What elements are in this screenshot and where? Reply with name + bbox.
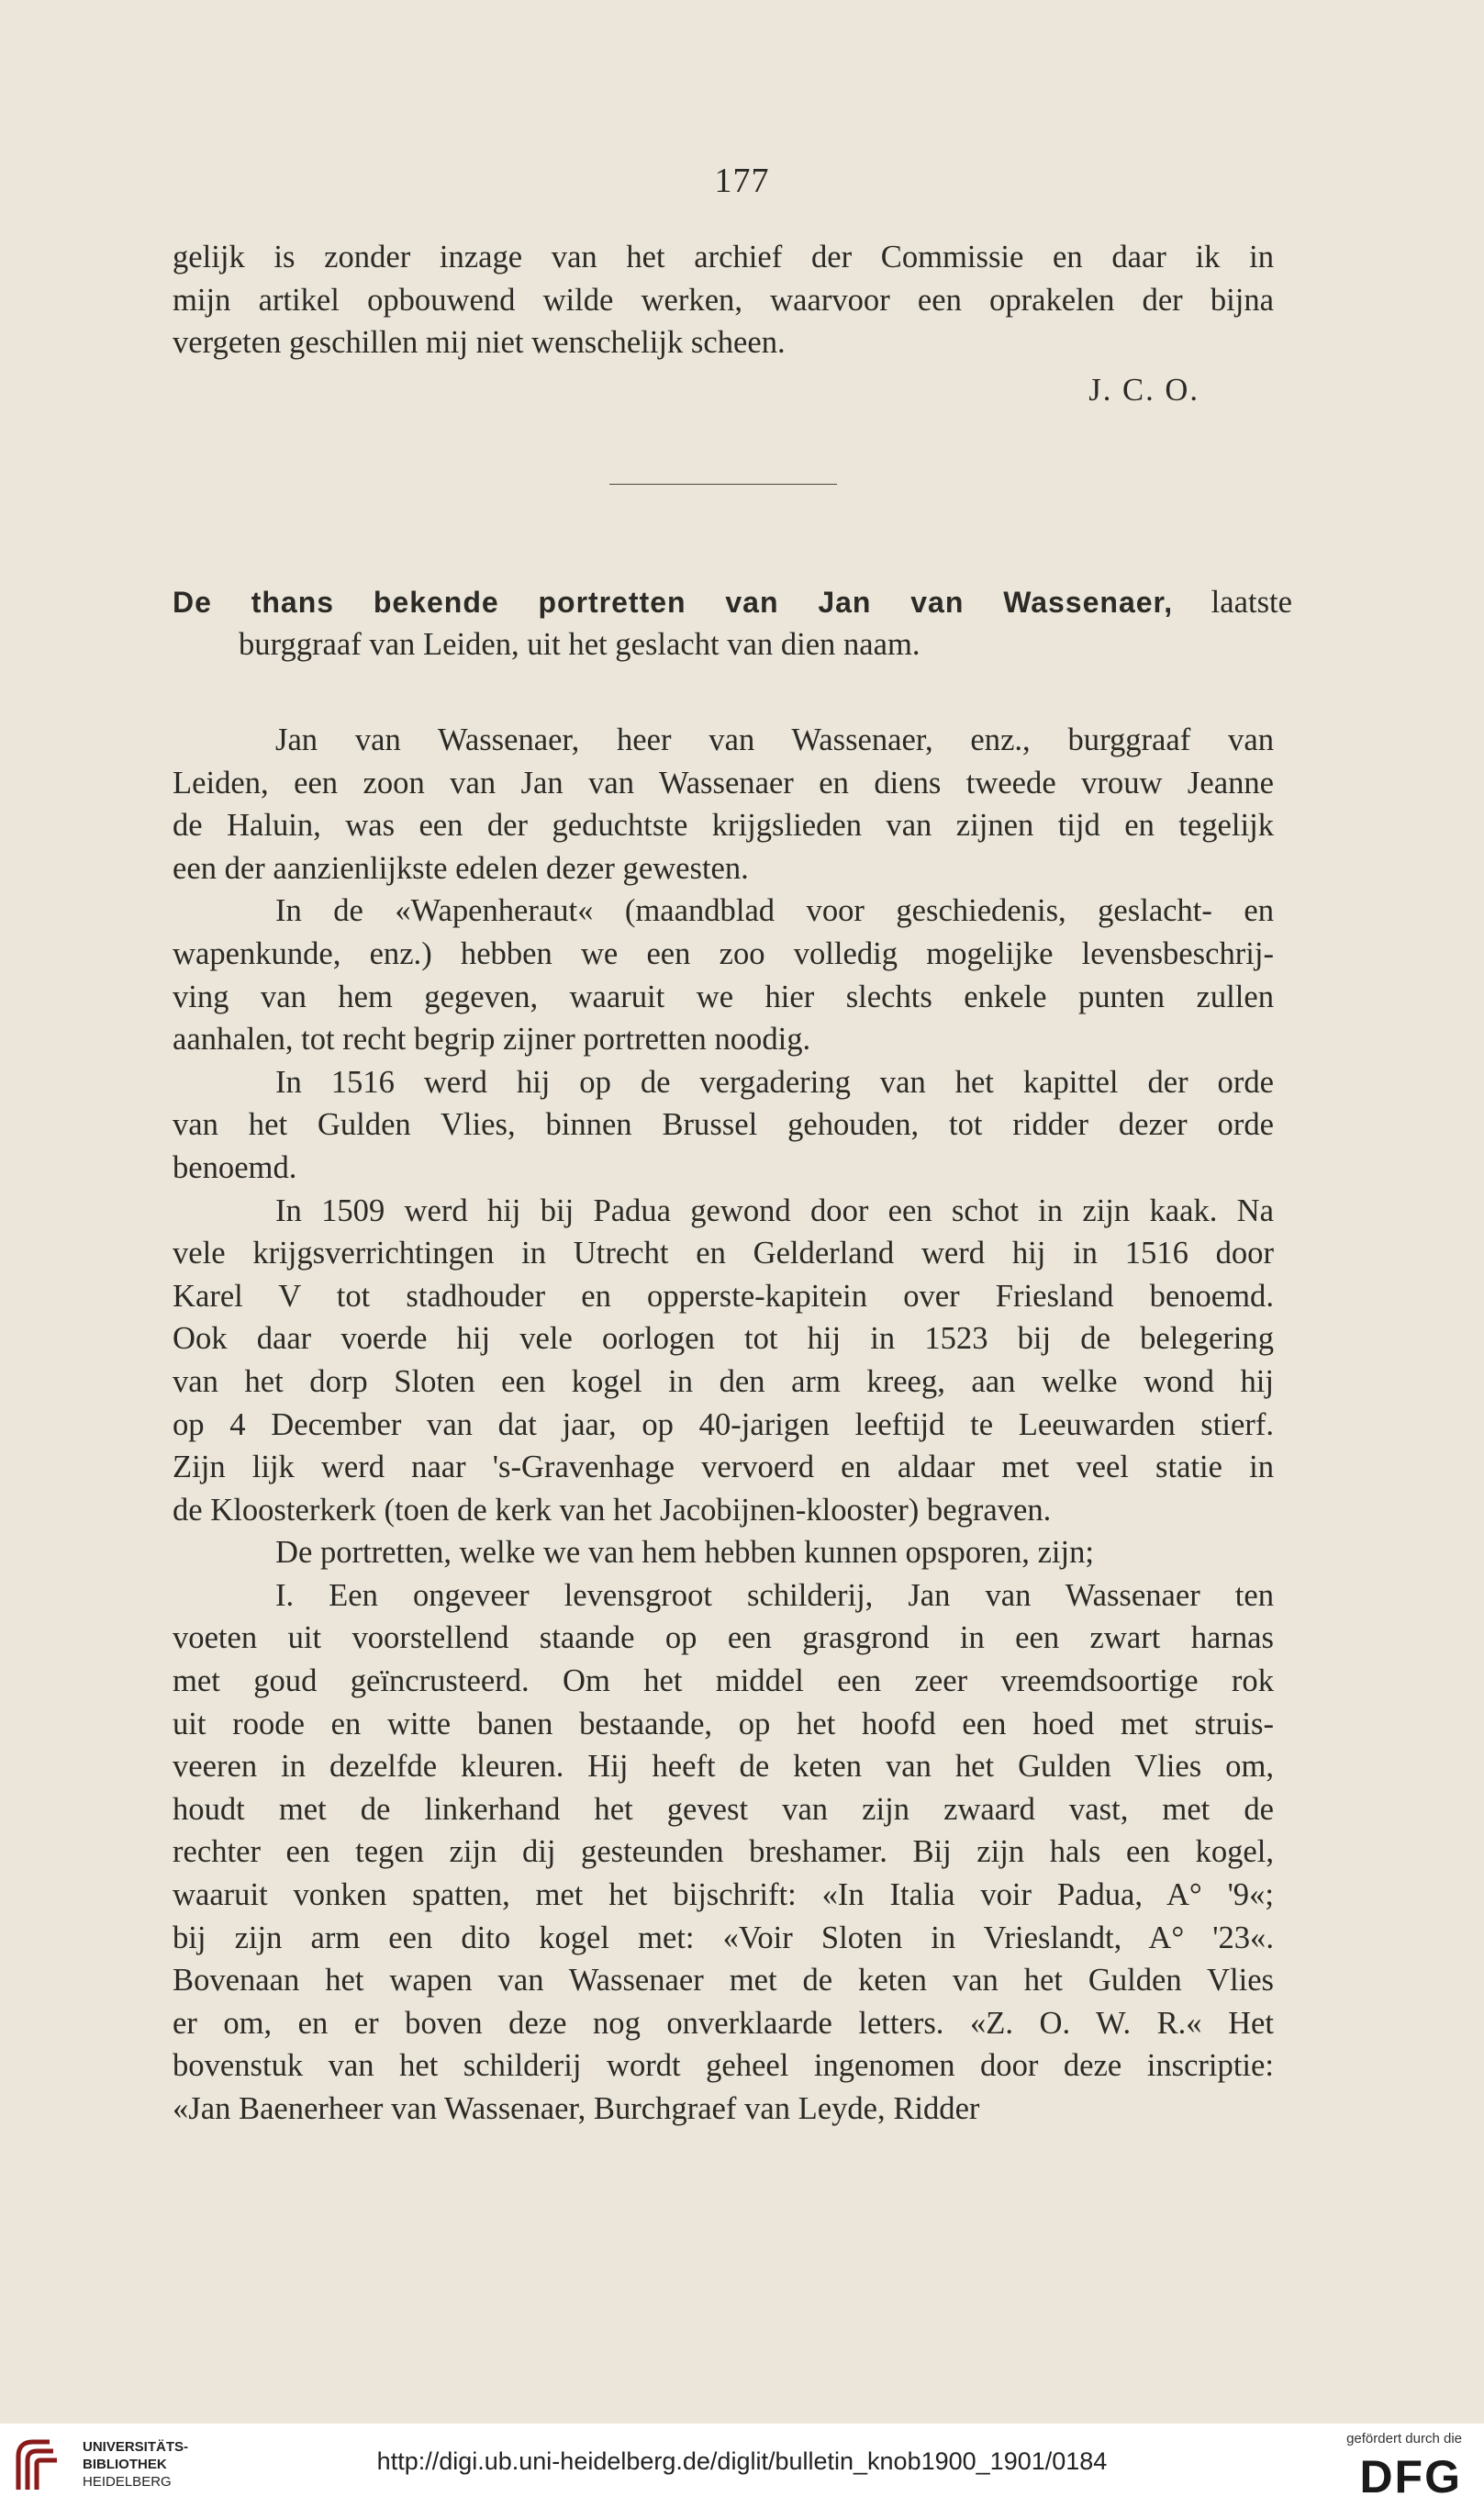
funding-note: gefördert durch die: [1346, 2431, 1462, 2446]
body-paragraph: [173, 1061, 1274, 1190]
text-line: Jan van Wassenaer, heer van Wassenaer, enz., burggraaf van: [275, 722, 1274, 757]
text-line: waaruit vonken spatten, met het bijschrift: «In Italia voir Padua, A° '9«;: [173, 1877, 1274, 1913]
text-line: de Haluin, was een der geduchtste krijgslieden van zijnen tijd en tegelijk: [173, 808, 1274, 844]
text-line: De portretten, welke we van hem hebben kunnen opsporen, zijn;: [275, 1535, 1095, 1571]
title-line-1: [173, 581, 1292, 623]
section-divider: [609, 484, 837, 485]
text-line: gelijk is zonder inzage van het archief der Commissie en daar ik in: [173, 240, 1274, 274]
text-line: een der aanzienlijkste edelen dezer gewesten.: [173, 850, 749, 886]
text-line: Zijn lijk werd naar 's-Gravenhage vervoerd en aldaar met veel statie in: [173, 1450, 1274, 1485]
text-line: ving van hem gegeven, waaruit we hier slechts enkele punten zullen: [173, 979, 1274, 1014]
text-line: veeren in dezelfde kleuren. Hij heeft de keten van het Gulden Vlies om,: [173, 1749, 1274, 1785]
article-body: [173, 719, 1274, 2131]
text-line: In de «Wapenheraut« (maandblad voor geschiedenis, geslacht- en: [275, 893, 1274, 929]
title-rest-text: laatste: [1211, 585, 1292, 620]
text-line: Karel V tot stadhouder en opperste-kapitein over Friesland benoemd.: [173, 1278, 1274, 1314]
text-line: In 1516 werd hij op de vergadering van het kapittel der orde: [275, 1064, 1274, 1100]
text-line: «Jan Baenerheer van Wassenaer, Burchgraef van Leyde, Ridder: [173, 2091, 980, 2126]
library-line: UNIVERSITÄTS-: [83, 2439, 189, 2455]
text-line: op 4 December van dat jaar, op 40-jarigen leeftijd te Leeuwarden stierf.: [173, 1406, 1274, 1442]
text-line: mijn artikel opbouwend wilde werken, waarvoor een oprakelen der bijna: [173, 282, 1274, 318]
body-paragraph: [173, 1190, 1274, 1532]
digitization-footer: [0, 2424, 1484, 2508]
body-paragraph: [173, 1531, 1274, 1574]
source-url-link[interactable]: http://digi.ub.uni-heidelberg.de/diglit/bulletin_knob1900_1901/0184: [376, 2447, 1108, 2475]
library-line: BIBLIOTHEK: [83, 2457, 167, 2472]
text-line: vele krijgsverrichtingen in Utrecht en Gelderland werd hij in 1516 door: [173, 1236, 1274, 1271]
text-line: I. Een ongeveer levensgroot schilderij, Jan van Wassenaer ten: [275, 1577, 1274, 1613]
text-line: houdt met de linkerhand het gevest van zijn zwaard vast, met de: [173, 1791, 1274, 1827]
text-line: van het dorp Sloten een kogel in den arm kreeg, aan welke wond hij: [173, 1363, 1274, 1399]
text-line: van het Gulden Vlies, binnen Brussel gehouden, tot ridder dezer orde: [173, 1107, 1274, 1143]
text-line: uit roode en witte banen bestaande, op het hoofd een hoed met struis-: [173, 1706, 1274, 1741]
body-paragraph: [173, 1574, 1274, 2131]
title-line-2: burggraaf van Leiden, uit het geslacht van dien naam.: [239, 627, 921, 662]
dfg-logo: DFG: [1359, 2451, 1462, 2502]
text-line: aanhalen, tot recht begrip zijner portretten noodig.: [173, 1022, 811, 1058]
text-line: vergeten geschillen mij niet wenschelijk scheen.: [173, 325, 786, 361]
text-line: bovenstuk van het schilderij wordt geheel ingenomen door deze inscriptie:: [173, 2048, 1274, 2084]
text-line: Ook daar voerde hij vele oorlogen tot hij in 1523 bij de belegering: [173, 1321, 1274, 1357]
text-line: er om, en er boven deze nog onverklaarde letters. «Z. O. W. R.« Het: [173, 2005, 1274, 2041]
text-line: met goud geïncrusteerd. Om het middel een zeer vreemdsoortige rok: [173, 1663, 1274, 1699]
library-line: HEIDELBERG: [83, 2474, 172, 2490]
text-line: In 1509 werd hij bij Padua gewond door een schot in zijn kaak. Na: [275, 1192, 1274, 1228]
article-title: [173, 581, 1292, 666]
text-line: voeten uit voorstellend staande op een grasgrond in een zwart harnas: [173, 1620, 1274, 1656]
title-bold-text: De thans bekende portretten van Jan van Wassenaer,: [173, 586, 1174, 619]
text-line: Bovenaan het wapen van Wassenaer met de keten van het Gulden Vlies: [173, 1963, 1274, 1999]
text-line: rechter een tegen zijn dij gesteunden breshamer. Bij zijn hals een kogel,: [173, 1834, 1274, 1870]
author-signature: J. C. O.: [1088, 373, 1199, 408]
text-line: de Kloosterkerk (toen de kerk van het Jacobijnen-klooster) begraven.: [173, 1492, 1052, 1528]
text-line: benoemd.: [173, 1149, 297, 1185]
intro-paragraph: [173, 236, 1274, 364]
text-line: bij zijn arm een dito kogel met: «Voir Sloten in Vrieslandt, A° '23«.: [173, 1920, 1274, 1955]
text-line: Leiden, een zoon van Jan van Wassenaer en diens tweede vrouw Jeanne: [173, 765, 1274, 801]
body-paragraph: [173, 719, 1274, 890]
text-line: wapenkunde, enz.) hebben we een zoo volledig mogelijke levensbeschrij-: [173, 935, 1274, 971]
page-number: 177: [714, 162, 770, 200]
body-paragraph: [173, 890, 1274, 1060]
